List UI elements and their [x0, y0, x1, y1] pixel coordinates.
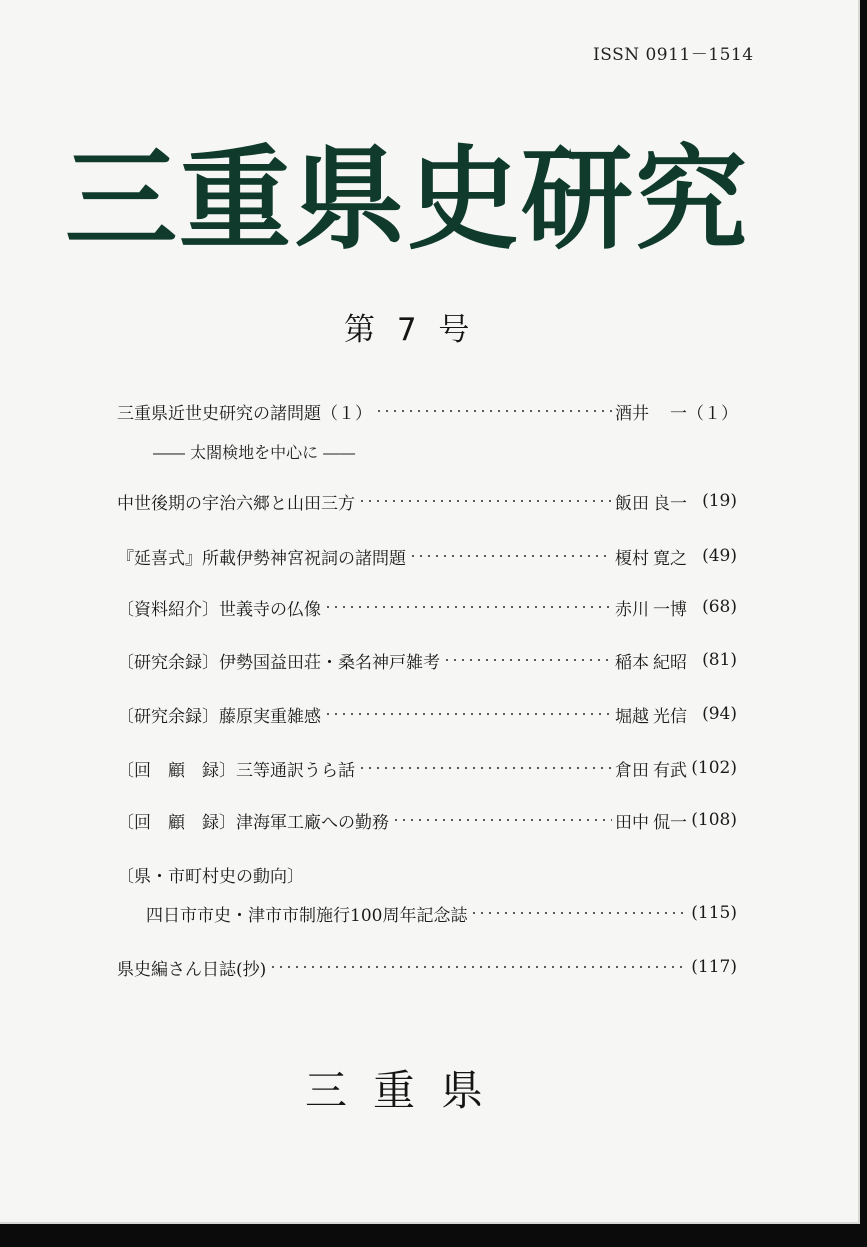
author-given-name: 有武	[653, 760, 687, 781]
toc-entry-page: (49)	[702, 546, 737, 566]
toc-entry-author	[615, 756, 687, 781]
toc-entry-author	[615, 595, 687, 620]
toc-entry-title: 中世後期の宇治六郷と山田三方	[117, 493, 355, 514]
author-family-name: 稲本	[615, 652, 649, 673]
leader-dots	[324, 713, 612, 715]
author-family-name: 赤川	[615, 599, 649, 620]
toc-entry-title: 〔研究余録〕藤原実重雑感	[117, 706, 321, 727]
author-given-name: 紀昭	[653, 652, 687, 673]
toc-entry	[117, 753, 737, 783]
author-family-name: 飯田	[615, 493, 649, 514]
toc-entry-title: 〔研究余録〕伊勢国益田荘・桑名神戸雑考	[117, 652, 440, 673]
author-given-name: 寛之	[653, 548, 687, 569]
toc-entry-title: 〔資料紹介〕世義寺の仏像	[117, 599, 321, 620]
toc-entry	[117, 952, 737, 982]
author-given-name: 光信	[653, 706, 687, 727]
toc-entry-page: (68)	[702, 597, 737, 617]
toc-entry	[117, 541, 737, 571]
toc-entry-author	[615, 544, 687, 569]
toc-entry	[117, 645, 737, 675]
issue-number: 第 7 号	[344, 312, 476, 348]
toc-entry-page: (81)	[702, 650, 737, 670]
toc-section-header: 〔県・市町村史の動向〕	[117, 867, 304, 887]
toc-entry	[117, 699, 737, 729]
toc-entry-title: 三重県近世史研究の諸問題（１）	[117, 403, 372, 424]
author-family-name: 倉田	[615, 760, 649, 781]
toc-entry-author	[615, 399, 687, 424]
toc-entry-author	[615, 808, 687, 833]
toc-entry-title: 四日市市史・津市市制施行100周年記念誌	[146, 905, 468, 926]
leader-dots	[470, 912, 684, 914]
author-given-name: 一博	[653, 599, 687, 620]
toc-entry-title: 『延喜式』所載伊勢神宮祝詞の諸問題	[117, 548, 406, 569]
issn-number: ISSN 0911－1514	[593, 45, 754, 65]
toc-entry-page: (115)	[691, 903, 737, 923]
leader-dots	[375, 410, 612, 412]
author-family-name: 榎村	[615, 548, 649, 569]
leader-dots	[358, 500, 612, 502]
toc-entry-page: (19)	[702, 491, 737, 511]
toc-entry-author	[615, 702, 687, 727]
author-family-name: 田中	[615, 812, 649, 833]
toc-entry-title: 〔回 顧 録〕津海軍工廠への勤務	[117, 812, 389, 833]
author-given-name: 一	[670, 403, 687, 424]
toc-entry-title: 県史編さん日誌(抄)	[117, 959, 267, 980]
toc-entry	[117, 396, 737, 426]
toc-entry-title: 〔回 顧 録〕三等通訳うら話	[117, 760, 355, 781]
toc-entry	[117, 805, 737, 835]
author-family-name: 堀越	[615, 706, 649, 727]
leader-dots	[358, 767, 612, 769]
toc-entry-page: (117)	[691, 957, 737, 977]
toc-entry-page: (108)	[691, 810, 737, 830]
toc-entry-page: （１）	[687, 403, 738, 424]
toc-entry-page: (102)	[691, 758, 737, 778]
leader-dots	[324, 606, 612, 608]
author-family-name: 酒井	[615, 403, 649, 424]
author-given-name: 良一	[653, 493, 687, 514]
toc-entry-page: (94)	[702, 704, 737, 724]
toc-entry-subtitle: ―― 太閤検地を中心に ――	[153, 443, 356, 462]
leader-dots	[409, 555, 612, 557]
leader-dots	[392, 819, 612, 821]
toc-entry-author	[615, 489, 687, 514]
author-given-name: 侃一	[653, 812, 687, 833]
toc-entry-author	[615, 648, 687, 673]
publisher-name: 三重県	[305, 1066, 510, 1115]
leader-dots	[269, 966, 684, 968]
leader-dots	[443, 659, 612, 661]
toc-entry	[117, 486, 737, 516]
journal-title: 三重県史研究	[65, 135, 749, 265]
toc-entry	[146, 898, 737, 928]
toc-entry	[117, 592, 737, 622]
